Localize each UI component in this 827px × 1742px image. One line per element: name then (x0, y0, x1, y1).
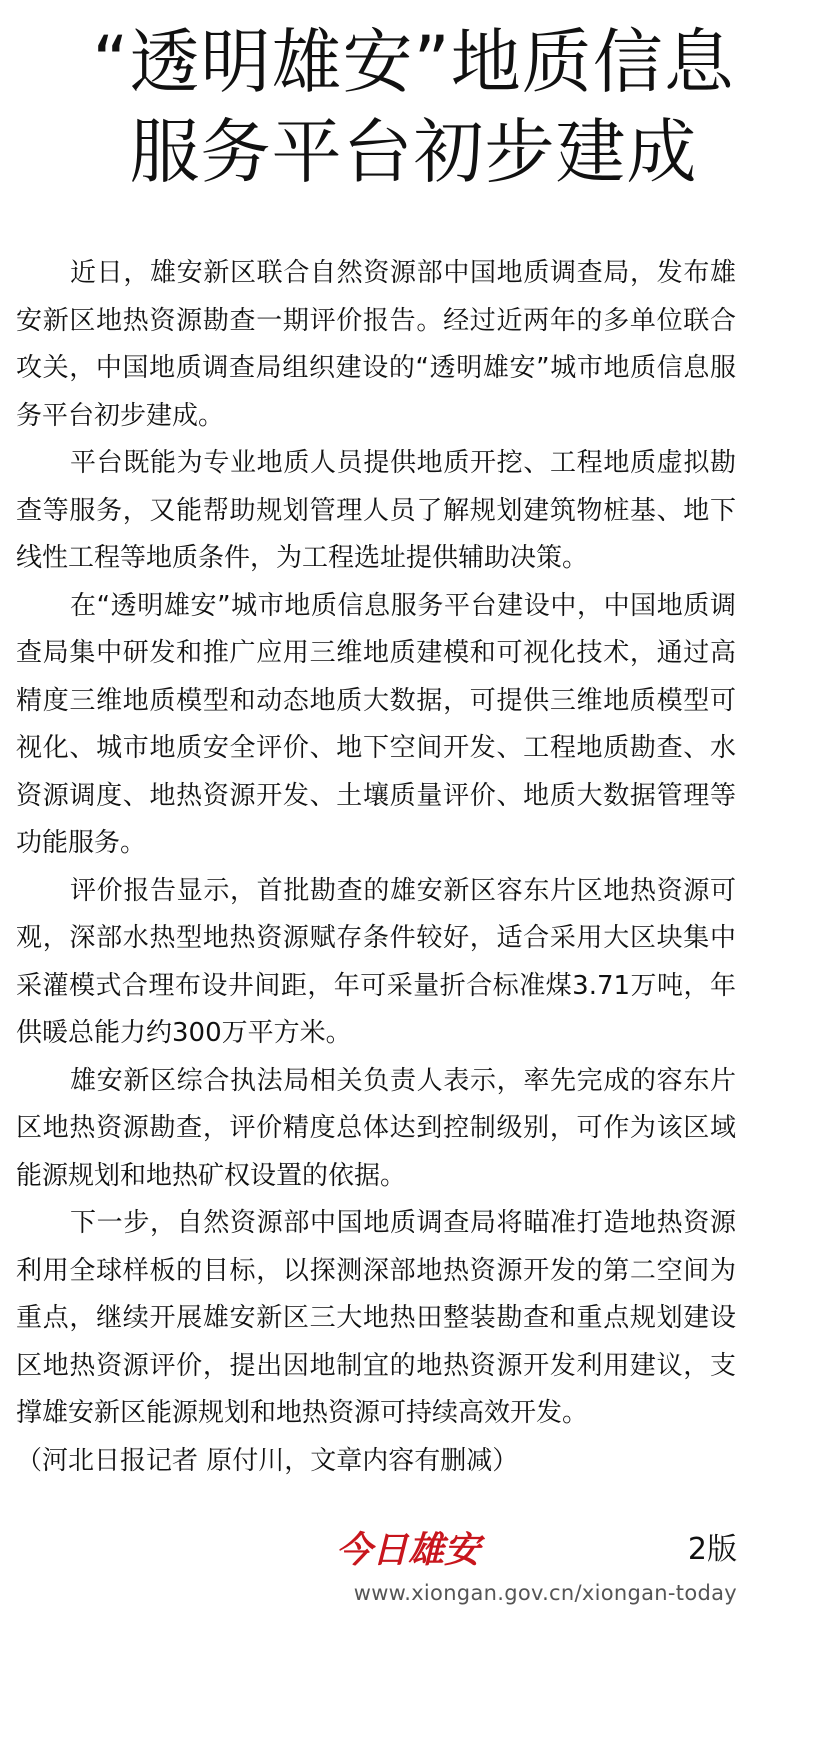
paragraph-6: 下一步，自然资源部中国地质调查局将瞄准打造地热资源利用全球样板的目标，以探测深部地热资源开发的第二空间为重点，继续开展雄安新区三大地热田整装勘查和重点规划建设区地热资源评价，提出因地制宜的地热资源开发利用建议，支撑雄安新区能源规划和地热资源可持续高效开发。 (16, 1208, 736, 1428)
paragraph-3: 在“透明雄安”城市地质信息服务平台建设中，中国地质调查局集中研发和推广应用三维地质建模和可视化技术，通过高精度三维地质模型和动态地质大数据，可提供三维地质模型可视化、城市地质安全评价、地下空间开发、工程地质勘查、水资源调度、地热资源开发、土壤质量评价、地质大数据管理等功能服务。 (16, 590, 736, 858)
site-url[interactable]: www.xiongan.gov.cn/xiongan-today (353, 1581, 737, 1605)
logo-text: 今日雄安 (336, 1529, 481, 1571)
byline-credit: （河北日报记者 原付川，文章内容有删减） (16, 1445, 519, 1476)
paragraph-1: 近日，雄安新区联合自然资源部中国地质调查局，发布雄安新区地热资源勘查一期评价报告。经过近两年的多单位联合攻关，中国地质调查局组织建设的“透明雄安”城市地质信息服务平台初步建成。 (16, 258, 736, 431)
jinri-xiongan-logo (336, 1520, 496, 1574)
article-body (16, 250, 736, 1485)
paragraph-4: 评价报告显示，首批勘查的雄安新区容东片区地热资源可观，深部水热型地热资源赋存条件较好，适合采用大区块集中采灌模式合理布设井间距，年可采量折合标准煤3.71万吨，年供暖总能力约300万平方米。 (16, 875, 736, 1048)
page-number: 2版 (687, 1532, 737, 1567)
headline-line-1: “透明雄安”地质信息 (92, 21, 735, 103)
paragraph-2: 平台既能为专业地质人员提供地质开挖、工程地质虚拟勘查等服务，又能帮助规划管理人员了解规划建筑物桩基、地下线性工程等地质条件，为工程选址提供辅助决策。 (16, 448, 736, 573)
paragraph-5: 雄安新区综合执法局相关负责人表示，率先完成的容东片区地热资源勘查，评价精度总体达到控制级别，可作为该区域能源规划和地热矿权设置的依据。 (16, 1065, 736, 1191)
headline-line-2: 服务平台初步建成 (129, 111, 698, 193)
